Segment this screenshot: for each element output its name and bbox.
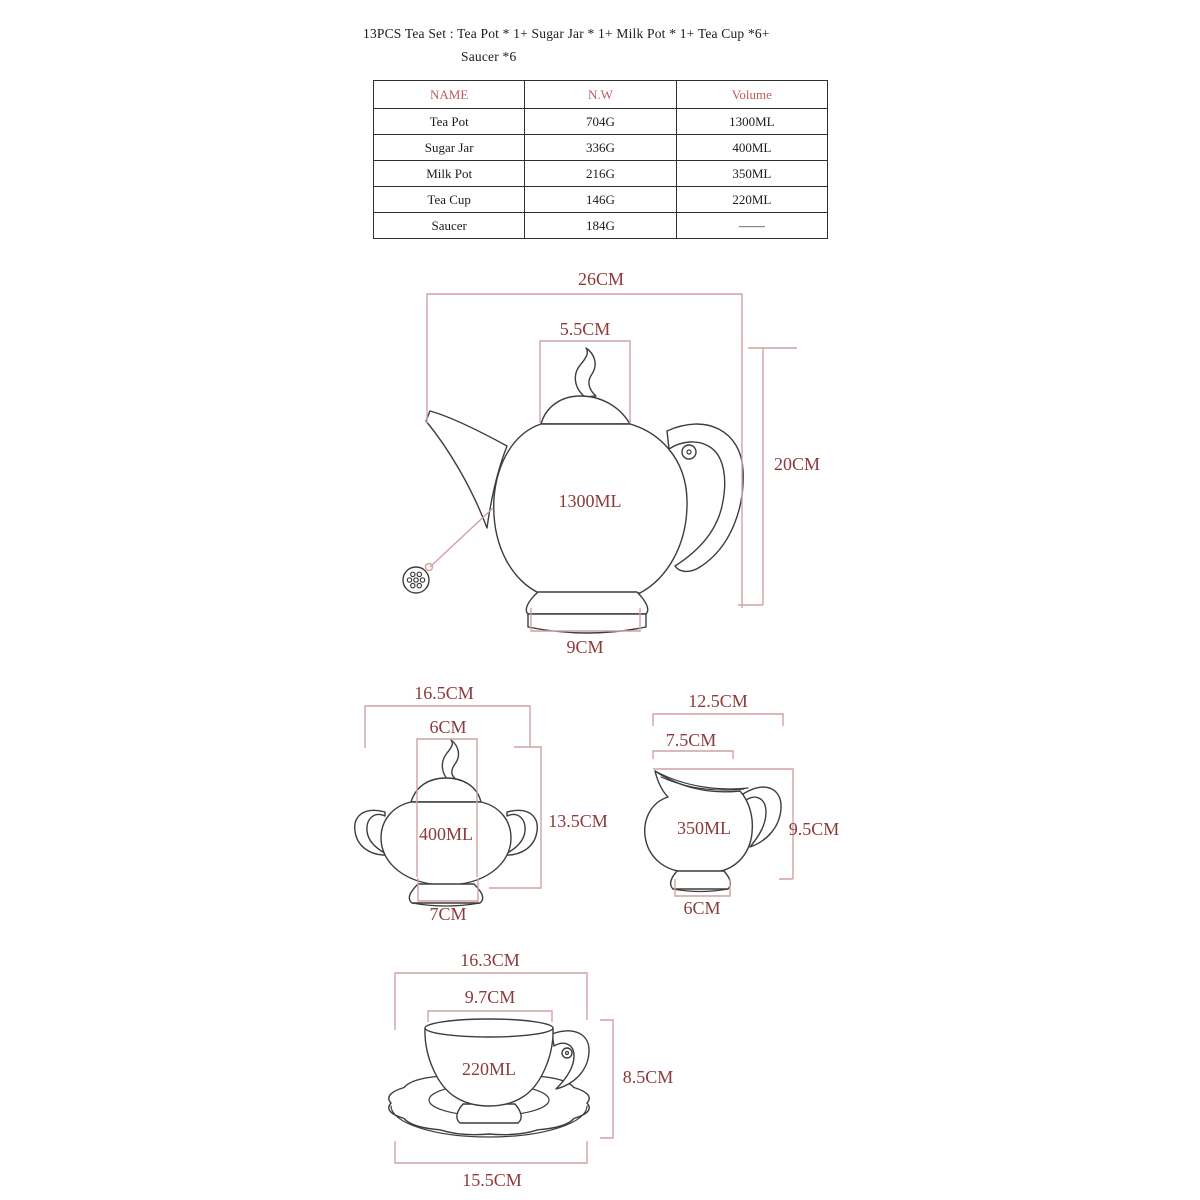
sugar-jar-diagram <box>355 683 608 924</box>
table-cell-volume: —— <box>676 213 827 239</box>
sugar-jar-lid-width-label: 6CM <box>429 717 467 737</box>
infuser-ring <box>426 564 433 571</box>
teapot-top-width-label: 26CM <box>577 269 625 289</box>
table-cell-volume: 400ML <box>676 135 827 161</box>
table-cell-nw: 216G <box>525 161 676 187</box>
saucer-width-line <box>395 1141 587 1163</box>
milk-pot-top-width-label: 12.5CM <box>688 691 748 711</box>
table-cell-name: Sugar Jar <box>374 135 525 161</box>
sugar-jar-finial <box>442 740 458 781</box>
teapot-finial <box>575 348 596 397</box>
table-cell-nw: 336G <box>525 135 676 161</box>
sugar-jar-volume-label: 400ML <box>419 824 473 844</box>
tea-cup-foot <box>457 1104 521 1123</box>
table-header-name: NAME <box>374 81 525 109</box>
saucer-width-label: 15.5CM <box>462 1170 522 1190</box>
milk-pot-diagram <box>645 691 840 918</box>
teapot-height-label: 20CM <box>773 454 821 474</box>
table-header-nw: N.W <box>525 81 676 109</box>
table-cell-name: Milk Pot <box>374 161 525 187</box>
page-title-line1: 13PCS Tea Set : Tea Pot * 1+ Sugar Jar * 1+ Milk Pot * 1+ Tea Cup *6+ <box>363 26 770 41</box>
table-cell-nw: 184G <box>525 213 676 239</box>
teapot-foot <box>526 592 647 614</box>
teapot-diagram <box>403 269 820 657</box>
table-cell-volume: 220ML <box>676 187 827 213</box>
page-title-line2: Saucer *6 <box>461 49 517 64</box>
tea-cup-volume-label: 220ML <box>462 1059 516 1079</box>
sugar-jar-base-width-label: 7CM <box>429 904 467 924</box>
teapot-lid-width-label: 5.5CM <box>559 319 611 339</box>
table-cell-volume: 1300ML <box>676 109 827 135</box>
tea-cup-rim <box>425 1019 553 1037</box>
milk-pot-volume-label: 350ML <box>677 818 731 838</box>
tea-cup-height-line <box>600 1020 613 1138</box>
sugar-jar-lid <box>411 778 481 802</box>
tea-cup-rim-width-label: 9.7CM <box>464 987 516 1007</box>
teapot-handle-scroll <box>682 445 696 459</box>
tea-cup-handle-scroll <box>562 1048 572 1058</box>
tea-cup-height-label: 8.5CM <box>622 1067 674 1087</box>
table-cell-name: Tea Pot <box>374 109 525 135</box>
tea-cup-diagram <box>389 950 673 1190</box>
table-cell-name: Tea Cup <box>374 187 525 213</box>
teapot-foot-base <box>528 614 646 633</box>
table-cell-name: Saucer <box>374 213 525 239</box>
sugar-jar-top-width-label: 16.5CM <box>414 683 474 703</box>
teapot-height-line <box>738 348 797 605</box>
table-cell-volume: 350ML <box>676 161 827 187</box>
table-header-volume: Volume <box>676 81 827 109</box>
sugar-jar-height-label: 13.5CM <box>548 811 608 831</box>
teapot-base-width-label: 9CM <box>566 637 604 657</box>
table-cell-nw: 704G <box>525 109 676 135</box>
tea-cup-overall-width-label: 16.3CM <box>460 950 520 970</box>
milk-pot-height-label: 9.5CM <box>788 819 840 839</box>
milk-pot-rim-width-line <box>653 751 733 759</box>
milk-pot-rim-width-label: 7.5CM <box>665 730 717 750</box>
milk-pot-foot <box>671 871 731 889</box>
infuser-chain <box>430 508 493 567</box>
table-cell-nw: 146G <box>525 187 676 213</box>
sugar-jar-foot <box>409 884 482 903</box>
teapot-volume-label: 1300ML <box>558 491 622 511</box>
milk-pot-base-width-label: 6CM <box>683 898 721 918</box>
teapot-lid <box>541 396 630 424</box>
milk-pot-top-width-line <box>653 714 783 726</box>
